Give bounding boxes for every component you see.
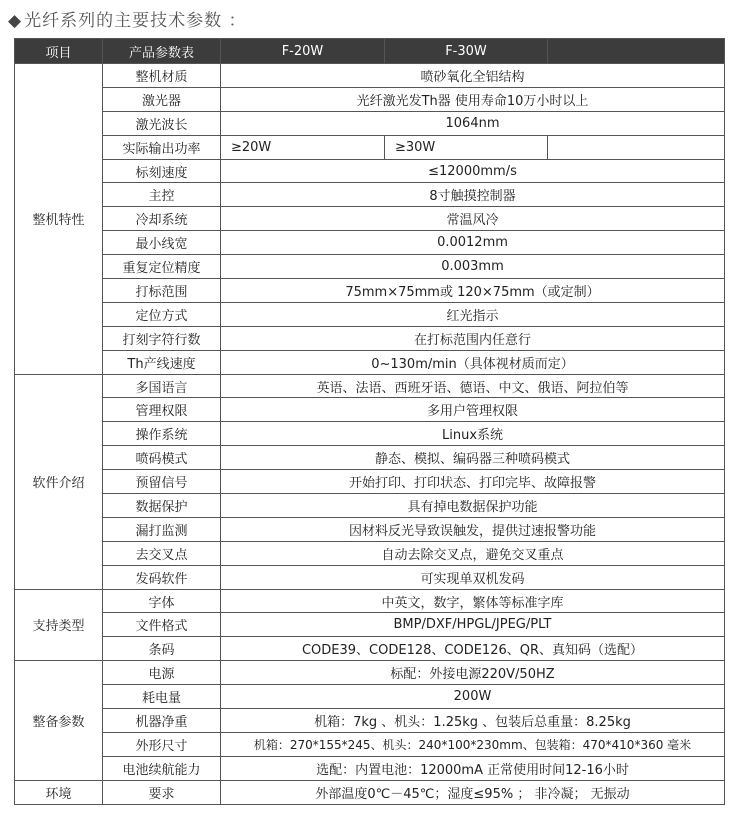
- table-row: [15, 732, 725, 756]
- param-cell: Th产线速度: [103, 350, 221, 374]
- table-row: [15, 446, 725, 470]
- value-cell: ≤12000mm/s: [221, 159, 725, 183]
- param-cell: 去交叉点: [103, 541, 221, 565]
- value-cell: 选配：内置电池：12000mA 正常使用时间12-16小时: [221, 756, 725, 780]
- value-cell: 标配：外接电源220V/50HZ: [221, 661, 725, 685]
- value-cell: 红光指示: [221, 302, 725, 326]
- table-row: [15, 135, 725, 159]
- value-cell: 可实现单双机发码: [221, 565, 725, 589]
- param-cell: 外形尺寸: [103, 732, 221, 756]
- param-cell: 机器净重: [103, 709, 221, 733]
- table-row: [15, 541, 725, 565]
- value-cell: 0~130m/min（具体视材质而定）: [221, 350, 725, 374]
- param-cell: 要求: [103, 780, 221, 804]
- param-cell: 定位方式: [103, 302, 221, 326]
- value-cell-f30w: ≥30W: [385, 135, 548, 159]
- value-cell: Linux系统: [221, 422, 725, 446]
- table-header-row: [15, 39, 725, 64]
- table-row: [15, 374, 725, 398]
- param-cell: 激光器: [103, 87, 221, 111]
- param-cell: 漏打监测: [103, 517, 221, 541]
- category-cell: 支持类型: [15, 589, 103, 661]
- section-heading: [8, 6, 246, 31]
- value-cell: 常温风冷: [221, 207, 725, 231]
- table-row: [15, 64, 725, 88]
- value-cell: 在打标范围内任意行: [221, 326, 725, 350]
- param-cell: 电池续航能力: [103, 756, 221, 780]
- param-cell: 打刻字符行数: [103, 326, 221, 350]
- value-cell: CODE39、CODE128、CODE126、QR、真知码（选配）: [221, 637, 725, 661]
- table-row: [15, 231, 725, 255]
- value-cell: 外部温度0℃－45℃；湿度≤95% ； 非冷凝； 无振动: [221, 780, 725, 804]
- heading-text: 光纤系列的主要技术参数 ：: [24, 11, 247, 31]
- table-row: [15, 565, 725, 589]
- param-cell: 打标范围: [103, 279, 221, 303]
- value-cell: 光纤激光发Th器 使用寿命10万小时以上: [221, 87, 725, 111]
- table-row: [15, 326, 725, 350]
- table-row: [15, 398, 725, 422]
- table-row: [15, 87, 725, 111]
- param-cell: 喷码模式: [103, 446, 221, 470]
- category-cell: 软件介绍: [15, 374, 103, 589]
- table-row: [15, 756, 725, 780]
- param-cell: 操作系统: [103, 422, 221, 446]
- header-param-table: 产品参数表: [103, 39, 221, 64]
- header-blank: [548, 39, 725, 64]
- spec-table: [14, 38, 725, 805]
- param-cell: 整机材质: [103, 64, 221, 88]
- param-cell: 发码软件: [103, 565, 221, 589]
- table-row: [15, 255, 725, 279]
- header-f30w: F-30W: [385, 39, 548, 64]
- value-cell: 具有掉电数据保护功能: [221, 494, 725, 518]
- param-cell: 主控: [103, 183, 221, 207]
- value-cell-f20w: ≥20W: [221, 135, 385, 159]
- param-cell: 激光波长: [103, 111, 221, 135]
- value-cell: 0.0012mm: [221, 231, 725, 255]
- table-row: [15, 637, 725, 661]
- value-cell: 中英文，数字，繁体等标准字库: [221, 589, 725, 613]
- table-row: [15, 302, 725, 326]
- value-cell: 机箱：7kg 、机头：1.25kg 、包装后总重量：8.25kg: [221, 709, 725, 733]
- value-cell: BMP/DXF/HPGL/JPEG/PLT: [221, 613, 725, 637]
- param-cell: 耗电量: [103, 685, 221, 709]
- diamond-bullet-icon: ◆: [8, 11, 23, 31]
- param-cell: 电源: [103, 661, 221, 685]
- param-cell: 重复定位精度: [103, 255, 221, 279]
- param-cell: 实际输出功率: [103, 135, 221, 159]
- param-cell: 冷却系统: [103, 207, 221, 231]
- table-row: [15, 709, 725, 733]
- table-row: [15, 661, 725, 685]
- category-cell: 环境: [15, 780, 103, 804]
- param-cell: 文件格式: [103, 613, 221, 637]
- category-cell: 整备参数: [15, 661, 103, 780]
- value-cell: 0.003mm: [221, 255, 725, 279]
- table-row: [15, 780, 725, 804]
- table-row: [15, 494, 725, 518]
- category-cell: 整机特性: [15, 64, 103, 375]
- param-cell: 最小线宽: [103, 231, 221, 255]
- param-cell: 预留信号: [103, 470, 221, 494]
- value-cell: 自动去除交叉点，避免交叉重点: [221, 541, 725, 565]
- table-row: [15, 685, 725, 709]
- value-cell: 8寸触摸控制器: [221, 183, 725, 207]
- value-cell: 1064nm: [221, 111, 725, 135]
- param-cell: 管理权限: [103, 398, 221, 422]
- table-row: [15, 517, 725, 541]
- value-cell: 英语、法语、西班牙语、德语、中文、俄语、阿拉伯等: [221, 374, 725, 398]
- value-cell: 静态、模拟、编码器三种喷码模式: [221, 446, 725, 470]
- value-cell: 200W: [221, 685, 725, 709]
- table-row: [15, 111, 725, 135]
- blank-cell: [548, 135, 725, 159]
- value-cell: 多用户管理权限: [221, 398, 725, 422]
- param-cell: 标刻速度: [103, 159, 221, 183]
- table-row: [15, 159, 725, 183]
- table-row: [15, 207, 725, 231]
- table-row: [15, 183, 725, 207]
- table-row: [15, 613, 725, 637]
- header-project: 项目: [15, 39, 103, 64]
- table-row: [15, 422, 725, 446]
- value-cell: 开始打印、打印状态、打印完毕、故障报警: [221, 470, 725, 494]
- param-cell: 字体: [103, 589, 221, 613]
- table-row: [15, 279, 725, 303]
- value-cell: 75mm×75mm或 120×75mm（或定制）: [221, 279, 725, 303]
- param-cell: 数据保护: [103, 494, 221, 518]
- header-f20w: F-20W: [221, 39, 385, 64]
- param-cell: 多国语言: [103, 374, 221, 398]
- table-row: [15, 350, 725, 374]
- param-cell: 条码: [103, 637, 221, 661]
- table-row: [15, 589, 725, 613]
- value-cell: 因材料反光导致误触发，提供过速报警功能: [221, 517, 725, 541]
- value-cell: 喷砂氧化全铝结构: [221, 64, 725, 88]
- value-cell: 机箱：270*155*245、机头：240*100*230mm、包装箱：470*410*360 毫米: [221, 732, 725, 756]
- table-row: [15, 470, 725, 494]
